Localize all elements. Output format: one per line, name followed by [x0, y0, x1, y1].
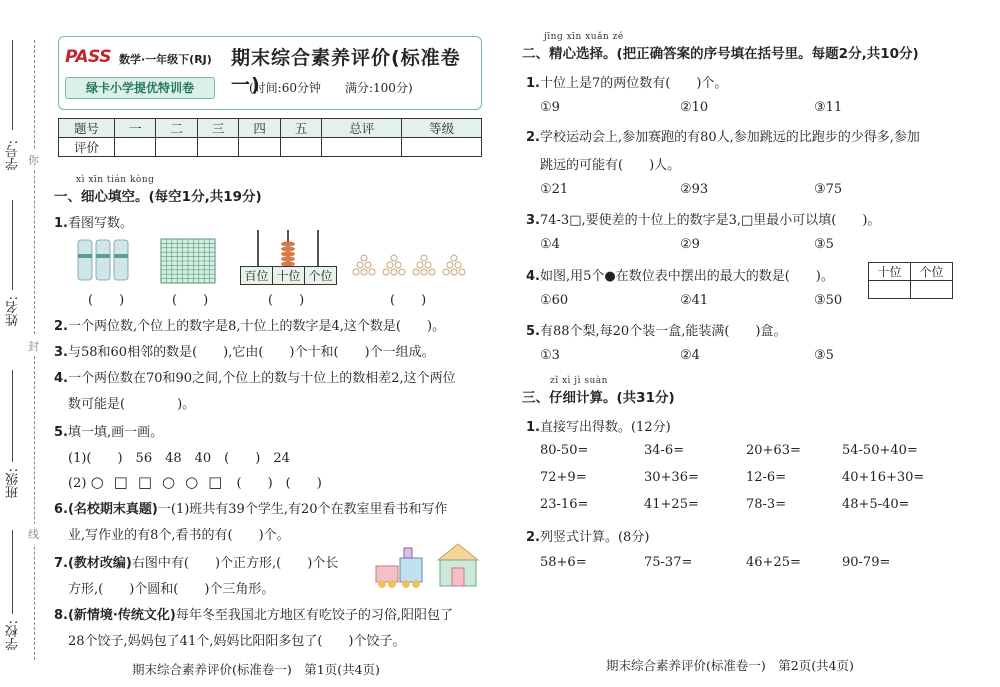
s1-q5-sequence: (1)( ) 56 48 40 ( ) 24 [68, 451, 290, 466]
s2-q1: 1.十位上是7的两位数有( )个。 [526, 76, 728, 91]
shape-sequence: ○□□○○□ [90, 473, 233, 491]
score-input-cell[interactable] [280, 138, 321, 157]
place-cell [911, 281, 953, 299]
exam-header [58, 36, 482, 110]
exam-meta: (时间:60分钟 满分:100分) [249, 81, 413, 95]
score-header-cell: 四 [239, 119, 280, 138]
s3-q2: 2.列竖式计算。(8分) [526, 530, 650, 545]
score-input-cell[interactable] [402, 138, 482, 157]
section1-pinyin: xì xīn tián kòng [76, 175, 155, 185]
score-input-cell[interactable] [156, 138, 197, 157]
option[interactable]: ①4 [540, 237, 560, 252]
option[interactable]: ②10 [680, 100, 709, 115]
section3-pinyin: zǐ xì jì suàn [550, 376, 608, 386]
calc-item: 78-3= [746, 497, 787, 512]
score-header-cell: 等级 [402, 119, 482, 138]
footer-left: 期末综合素养评价(标准卷一) 第1页(共4页) [132, 662, 380, 677]
s2-q5: 5.有88个梨,每20个装一盒,能装满( )盒。 [526, 324, 787, 339]
place-label: 十位 [869, 263, 911, 281]
class-label: 班级: [6, 468, 21, 499]
place-value-table [868, 262, 953, 299]
calc-item: 54-50+40= [842, 443, 918, 458]
s1-q4: 4.一个两位数在70和90之间,个位上的数与十位上的数相差2,这个两位 [54, 371, 456, 386]
option[interactable]: ②9 [680, 237, 700, 252]
place-label: 个位 [305, 267, 337, 285]
student-id-label: 学号: [6, 140, 21, 171]
calc-item: 30+36= [644, 470, 699, 485]
option[interactable]: ③50 [814, 293, 843, 308]
option[interactable]: ②41 [680, 293, 709, 308]
s1-q5: 5.填一填,画一画。 [54, 425, 164, 440]
score-input-cell[interactable] [197, 138, 238, 157]
s1-q1: 1.看图写数。 [54, 216, 133, 231]
seal-char: 线 [28, 524, 39, 544]
answer-blank[interactable]: ( ) [268, 293, 305, 308]
calc-item: 20+63= [746, 443, 801, 458]
s1-q5-shapes: (2) ○□□○○□ ( ) ( ) [68, 473, 322, 491]
calc-item: 41+25= [644, 497, 699, 512]
train-house-figure [372, 540, 482, 590]
abacus-place-labels [240, 266, 337, 285]
option[interactable]: ③5 [814, 237, 834, 252]
s1-q8-line2: 28个饺子,妈妈包了41个,妈妈比阳阳多包了( )个饺子。 [68, 634, 406, 649]
s1-q6-line2: 业,写作业的有8个,看书的有( )个。 [68, 528, 290, 543]
option[interactable]: ①9 [540, 100, 560, 115]
score-header-cell: 一 [115, 119, 156, 138]
s2-q3: 3.74-3□,要使差的十位上的数字是3,□里最小可以填( )。 [526, 213, 881, 228]
place-label: 个位 [911, 263, 953, 281]
seal-char: 封 [28, 336, 39, 356]
school-label: 学校: [6, 620, 21, 651]
option[interactable]: ①21 [540, 182, 569, 197]
vertical-calc-item: 46+25= [746, 555, 801, 570]
s1-q7: 7.(教材改编)右图中有( )个正方形,( )个长 [54, 556, 339, 571]
s2-q4: 4.如图,用5个●在数位表中摆出的最大的数是( )。 [526, 269, 834, 284]
score-table [58, 118, 482, 157]
score-input-cell[interactable] [322, 138, 402, 157]
seal-char: 你 [28, 150, 39, 170]
brand-label: 绿卡小学提优特训卷 [65, 77, 215, 99]
score-header-cell: 题号 [59, 119, 115, 138]
section2-title: 二、精心选择。(把正确答案的序号填在括号里。每题2分,共10分) [522, 46, 919, 62]
s1-q8: 8.(新情境·传统文化)每年冬至我国北方地区有吃饺子的习俗,阳阳包了 [54, 608, 453, 623]
hundred-grid-figure [160, 238, 216, 284]
class-line [12, 370, 13, 462]
calc-item: 12-6= [746, 470, 787, 485]
vertical-calc-item: 58+6= [540, 555, 587, 570]
calc-item: 72+9= [540, 470, 587, 485]
s2-q2: 2.学校运动会上,参加赛跑的有80人,参加跳远的比跑步的少得多,参加 [526, 130, 920, 145]
calc-item: 80-50= [540, 443, 589, 458]
vertical-calc-item: 90-79= [842, 555, 891, 570]
answer-blank[interactable]: ( ) [390, 293, 427, 308]
score-header-cell: 总评 [322, 119, 402, 138]
stick-bundles-figure [74, 236, 134, 284]
answer-blank[interactable]: ( ) [88, 293, 125, 308]
score-input-cell[interactable] [239, 138, 280, 157]
option[interactable]: ③5 [814, 348, 834, 363]
exam-title: 期末综合素养评价(标准卷一) [231, 47, 461, 96]
option[interactable]: ①60 [540, 293, 569, 308]
name-line [12, 200, 13, 290]
s1-q3: 3.与58和60相邻的数是( ),它由( )个十和( )个一组成。 [54, 345, 435, 360]
section2-pinyin: jīng xīn xuǎn zé [544, 32, 624, 42]
dot-triangles-figure [350, 252, 478, 282]
s3-q1: 1.直接写出得数。(12分) [526, 420, 671, 435]
option[interactable]: ②4 [680, 348, 700, 363]
score-header-cell: 三 [197, 119, 238, 138]
option[interactable]: ①3 [540, 348, 560, 363]
grade-label: 数学·一年级下(RJ) [119, 53, 212, 66]
calc-item: 48+5-40= [842, 497, 910, 512]
name-label: 姓名: [6, 296, 21, 327]
score-header-cell: 二 [156, 119, 197, 138]
s1-q2: 2.一个两位数,个位上的数字是8,十位上的数字是4,这个数是( )。 [54, 319, 446, 334]
abacus-figure [240, 228, 336, 268]
score-header-cell: 五 [280, 119, 321, 138]
pass-logo: PASS [65, 47, 111, 67]
score-input-cell[interactable] [115, 138, 156, 157]
footer-right: 期末综合素养评价(标准卷一) 第2页(共4页) [606, 658, 854, 673]
s1-q7-line2: 方形,( )个圆和( )个三角形。 [68, 582, 275, 597]
school-line [12, 530, 13, 614]
answer-blank[interactable]: ( ) [172, 293, 209, 308]
section3-title: 三、仔细计算。(共31分) [522, 390, 675, 406]
calc-item: 40+16+30= [842, 470, 925, 485]
option[interactable]: ③11 [814, 100, 843, 115]
section1-title: 一、细心填空。(每空1分,共19分) [54, 189, 262, 205]
option[interactable]: ②93 [680, 182, 709, 197]
calc-item: 34-6= [644, 443, 685, 458]
student-id-line [12, 40, 13, 130]
vertical-calc-item: 75-37= [644, 555, 693, 570]
place-cell [869, 281, 911, 299]
place-label: 百位 [241, 267, 273, 285]
s1-q6: 6.(名校期末真题)一(1)班共有39个学生,有20个在教室里看书和写作 [54, 502, 448, 517]
s1-q4-line2: 数可能是( )。 [68, 397, 196, 412]
option[interactable]: ③75 [814, 182, 843, 197]
s2-q2-line2: 跳远的可能有( )人。 [540, 158, 681, 173]
score-row-label: 评价 [59, 138, 115, 157]
calc-item: 23-16= [540, 497, 589, 512]
place-label: 十位 [273, 267, 305, 285]
